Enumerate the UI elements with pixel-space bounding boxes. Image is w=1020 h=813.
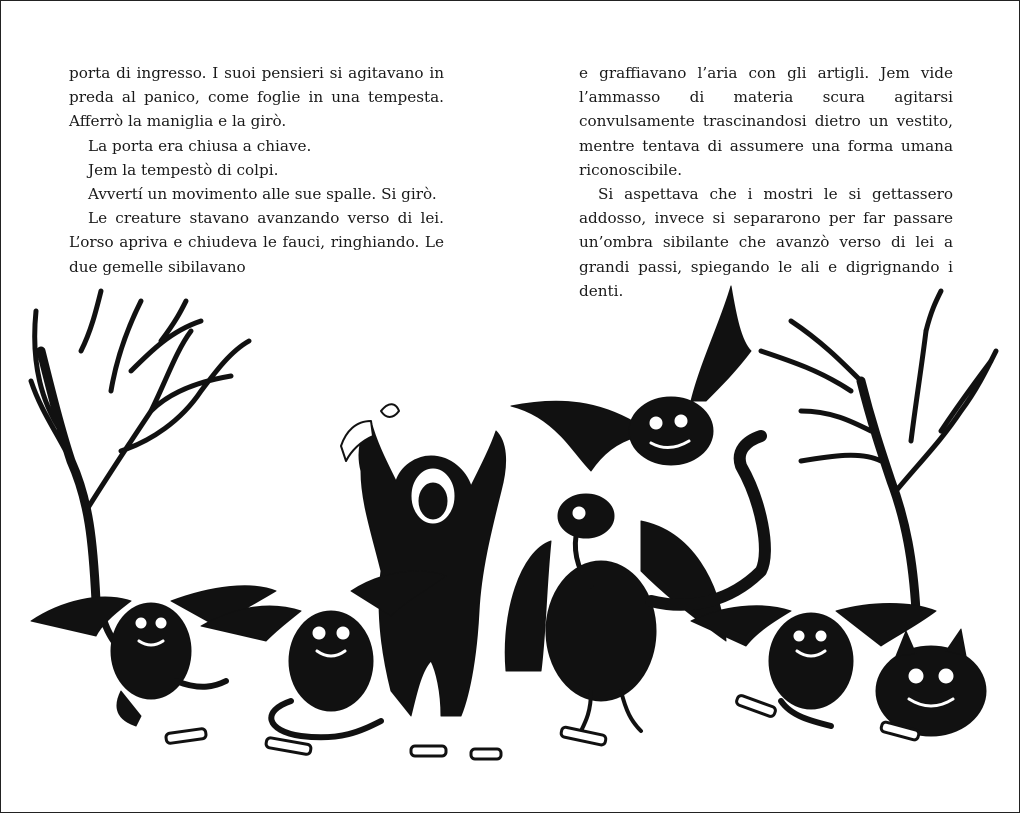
paragraph: Jem la tempestò di colpi. xyxy=(88,160,279,179)
paragraph: Le creature stavano avanzando verso di lei. L’orso apriva e chiudeva le fauci, ringhiando. Le due gemelle sibilavano xyxy=(69,209,444,276)
harpy-creature xyxy=(505,436,765,731)
left-page-text xyxy=(69,61,444,279)
paragraph: La porta era chiusa a chiave. xyxy=(88,136,312,155)
paragraph: e graffiavano l’aria con gli artigli. Jem vide l’ammasso di materia scura agitarsi convulsamente trascinandosi dietro un vestito, mentre tentava di assumere una forma umana riconoscibile. xyxy=(579,64,953,179)
cat-creature xyxy=(876,629,986,736)
paragraph: porta di ingresso. I suoi pensieri si agitavano in preda al panico, come foglie in una tempesta. Afferrò la maniglia e la girò. xyxy=(69,64,444,131)
paragraph: Avvertí un movimento alle sue spalle. Si girò. xyxy=(88,185,437,204)
paragraph: Si aspettava che i mostri le si gettassero addosso, invece si separarono per far passare un’ombra sibilante che avanzò verso di lei a grandi passi, spiegando le ali e digrignando i denti. xyxy=(579,185,953,300)
winged-imp-left xyxy=(31,586,276,726)
right-page-text xyxy=(579,61,953,303)
right-tree xyxy=(761,291,996,611)
monsters-illustration xyxy=(1,271,1019,811)
bat-creature xyxy=(511,286,751,471)
